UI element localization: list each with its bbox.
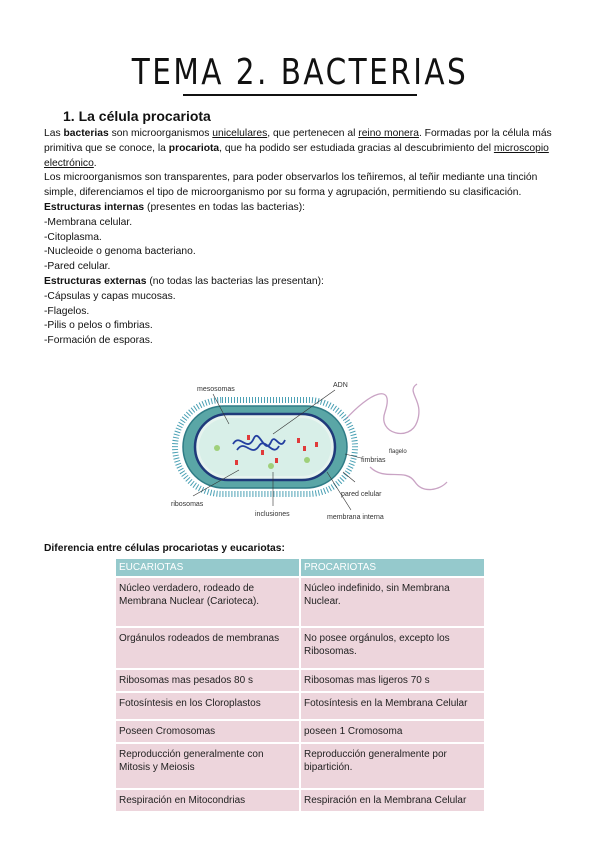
list-item: -Cápsulas y capas mucosas. [44,290,176,302]
table-cell: No posee orgánulos, excepto los Ribosomas. [301,628,484,668]
table-cell: Respiración en la Membrana Celular [301,790,484,811]
table-cell: Respiración en Mitocondrias [116,790,299,811]
flagellum [345,384,419,433]
term-bacterias: bacterias [63,128,109,139]
term-microscopio: microscopio electrónico [44,142,549,169]
table-cell: Núcleo indefinido, sin Membrana Nuclear. [301,578,484,626]
table-cell: Reproducción generalmente con Mitosis y Meiosis [116,744,299,788]
label-flagelo: flagelo [389,449,407,455]
table-row [116,721,484,742]
internal-structures-heading [44,201,559,216]
page-title: TEMA 2. BACTERIAS [131,52,469,93]
table-cell: Ribosomas mas ligeros 70 s [301,670,484,691]
table-row [116,578,484,626]
external-heading: Estructuras externas [44,275,147,287]
term-unicelulares: unicelulares [212,128,268,139]
external-structures-heading [44,275,559,290]
label-membrana-interna: membrana interna [327,514,384,521]
label-ribosomas: ribosomas [171,501,204,508]
external-note: (no todas las bacterias las presentan): [146,275,324,287]
intro-paragraph [44,127,559,171]
list-item: -Membrana celular. [44,216,133,228]
label-inclusiones: inclusiones [255,511,290,518]
table-cell: poseen 1 Cromosoma [301,721,484,742]
intro-text: son microorganismos [108,128,213,139]
intro-text: Las [44,128,64,139]
comparison-title: Diferencia entre células procariotas y eucariotas: [44,543,285,554]
intro-text: . [93,157,97,169]
list-item: -Pared celular. [44,261,111,273]
table-cell: Núcleo verdadero, rodeado de Membrana Nuclear (Carioteca). [116,578,299,626]
bacterium-diagram [155,372,455,524]
table-cell: Fotosíntesis en los Cloroplastos [116,693,299,719]
table-cell: Ribosomas mas pesados 80 s [116,670,299,691]
table-row [116,670,484,691]
section-heading: 1. La célula procariota [63,108,211,124]
list-item: -Formación de esporas. [44,335,153,347]
header-eucariotas: EUCARIOTAS [116,559,299,576]
label-mesosomas: mesosomas [197,386,235,393]
flagellum-tail [370,467,447,490]
list-item: -Nucleoide o genoma bacteriano. [44,246,196,258]
title-underline [183,94,417,96]
internal-note: (presentes en todas las bacterias): [144,201,305,213]
table-header-row [116,559,484,576]
term-procariota: procariota [168,142,220,154]
staining-paragraph: Los microorganismos son transparentes, para poder observarlos los teñiremos, al teñir mediante una tinción simple, diferenciamos el tipo de microorganismo por su forma y agrupación, permitiendo su clasificación. [44,172,538,199]
intro-text: , que pertenecen al [267,128,359,139]
table-cell: Reproducción generalmente por bipartición. [301,744,484,788]
label-pared-celular: pared celular [341,491,382,498]
table-row [116,628,484,668]
intro-text: , que ha podido ser estudiada gracias al descubrimiento del [219,142,494,154]
table-cell: Orgánulos rodeados de membranas [116,628,299,668]
list-item: -Flagelos. [44,305,90,317]
label-adn: ADN [333,382,348,389]
list-item: -Citoplasma. [44,231,102,243]
label-fimbrias: fimbrias [361,457,386,464]
table-cell: Poseen Cromosomas [116,721,299,742]
term-reino-monera: reino monera [358,128,419,139]
table-row [116,790,484,811]
comparison-table [114,557,486,813]
body-text [44,127,559,349]
table-cell: Fotosíntesis en la Membrana Celular [301,693,484,719]
table-row [116,744,484,788]
internal-heading: Estructuras internas [44,201,145,213]
table-row [116,693,484,719]
header-procariotas: PROCARIOTAS [301,559,484,576]
list-item: -Pilis o pelos o fimbrias. [44,320,153,332]
intro-text: . Formadas por la célula más primitiva que se conoce, la [44,128,552,154]
